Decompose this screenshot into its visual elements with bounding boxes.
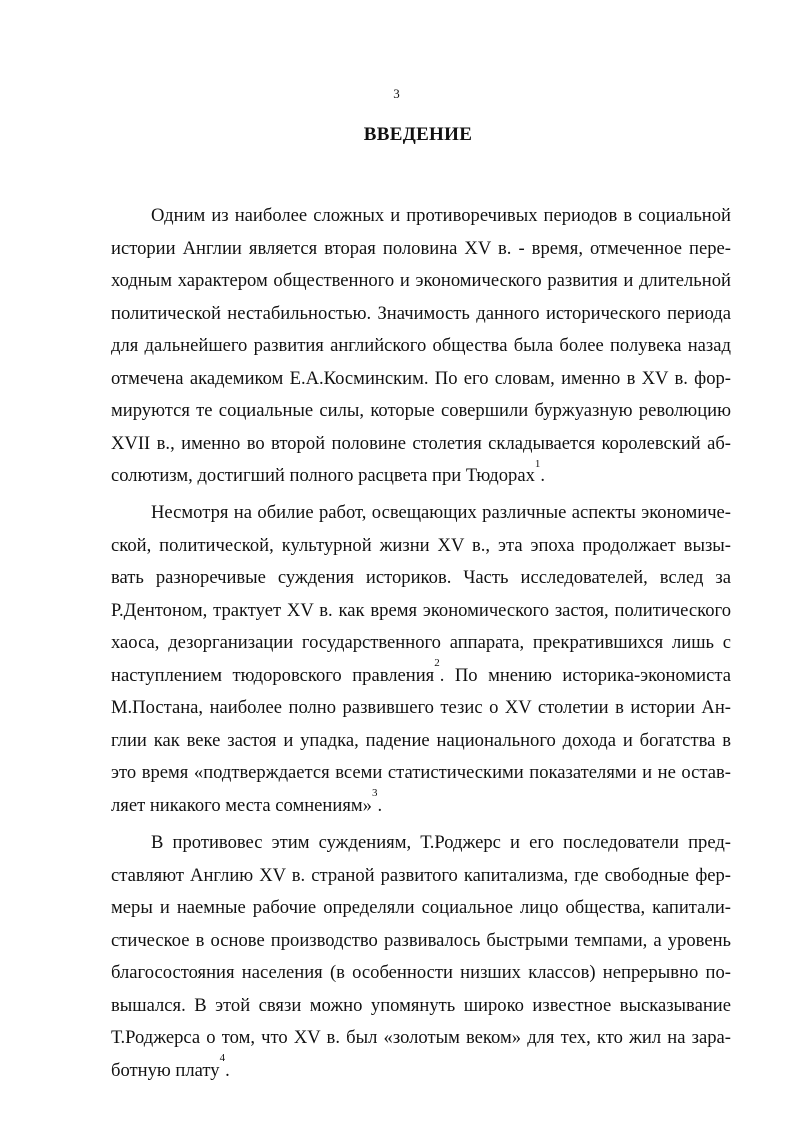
footnote-ref-2: 2 xyxy=(434,657,440,670)
line-ending: . xyxy=(540,465,546,486)
text-line xyxy=(111,657,731,693)
line-continuation: . По мнению историка-экономиста xyxy=(439,664,731,686)
text-line: Одним из наиболее сложных и противоречивых периодов в социальной xyxy=(151,205,731,226)
text-line: это время «подтверждается всеми статистическими показателями и не остав- xyxy=(111,762,731,783)
text-line-last xyxy=(111,787,731,823)
text-line: вать разноречивые суждения историков. Часть исследователей, вслед за xyxy=(111,567,731,588)
text-line: ставляют Англию XV в. страной развитого капитализма, где свободные фер- xyxy=(111,864,731,886)
text-line: ской, политической, культурной жизни XV в., эта эпоха продолжает вызы- xyxy=(111,534,731,556)
page-number: 3 xyxy=(393,86,400,101)
line-ending: . xyxy=(377,794,383,816)
text-line-content: ботную плату xyxy=(111,1059,220,1081)
text-line: стическое в основе производство развивалось быстрыми темпами, а уровень xyxy=(111,929,731,951)
text-line: меры и наемные рабочие определяли социальное лицо общества, капитали- xyxy=(111,897,731,918)
text-line: Несмотря на обилие работ, освещающих различные аспекты экономиче- xyxy=(151,502,731,523)
page-title: ВВЕДЕНИЕ xyxy=(363,124,473,145)
paragraph-1 xyxy=(111,200,731,493)
text-line: М.Постана, наиболее полно развившего тезис о XV столетии в истории Ан- xyxy=(111,697,731,718)
footnote-ref-1: 1 xyxy=(534,457,541,470)
text-line: XVII в., именно во второй половине столетия складывается королевский аб- xyxy=(111,432,731,454)
text-line: мируются те социальные силы, которые совершили буржуазную революцию xyxy=(111,400,731,421)
paragraph-2 xyxy=(111,497,731,822)
text-line: В противовес этим суждениям, Т.Роджерс и его последователи пред- xyxy=(151,832,731,853)
text-line: отмечена академиком Е.А.Косминским. По его словам, именно в XV в. фор- xyxy=(111,367,731,389)
footnote-ref-4: 4 xyxy=(219,1052,226,1065)
text-line-content: солютизм, достигший полного расцвета при Тюдорах xyxy=(111,465,535,486)
text-line-last xyxy=(111,1052,731,1088)
text-line: хаоса, дезорганизации государственного аппарата, прекратившихся лишь с xyxy=(111,632,731,653)
text-line-content: ляет никакого места сомнениям» xyxy=(111,794,372,816)
text-line: благосостояния населения (в особенности низших классов) непрерывно по- xyxy=(111,962,731,983)
text-line-content: наступлением тюдоровского правления xyxy=(111,664,435,686)
paragraph-3 xyxy=(111,827,731,1087)
text-line: Т.Роджерса о том, что XV в. был «золотым веком» для тех, кто жил на зара- xyxy=(111,1027,731,1048)
text-line: ходным характером общественного и экономического развития и длительной xyxy=(111,270,731,291)
text-line: истории Англии является вторая половина XV в. - время, отмеченное пере- xyxy=(111,237,731,259)
text-line: глии как веке застоя и упадка, падение национального дохода и богатства в xyxy=(111,729,731,751)
line-ending: . xyxy=(225,1059,230,1081)
footnote-ref-3: 3 xyxy=(371,787,378,800)
text-line: вышался. В этой связи можно упомянуть широко известное высказывание xyxy=(111,994,731,1016)
text-line: для дальнейшего развития английского общества была более полувека назад xyxy=(111,335,731,356)
text-line-last xyxy=(111,457,731,493)
text-line: Р.Дентоном, трактует XV в. как время экономического застоя, политического xyxy=(111,599,731,621)
text-line: политической нестабильностью. Значимость данного исторического периода xyxy=(111,302,731,324)
